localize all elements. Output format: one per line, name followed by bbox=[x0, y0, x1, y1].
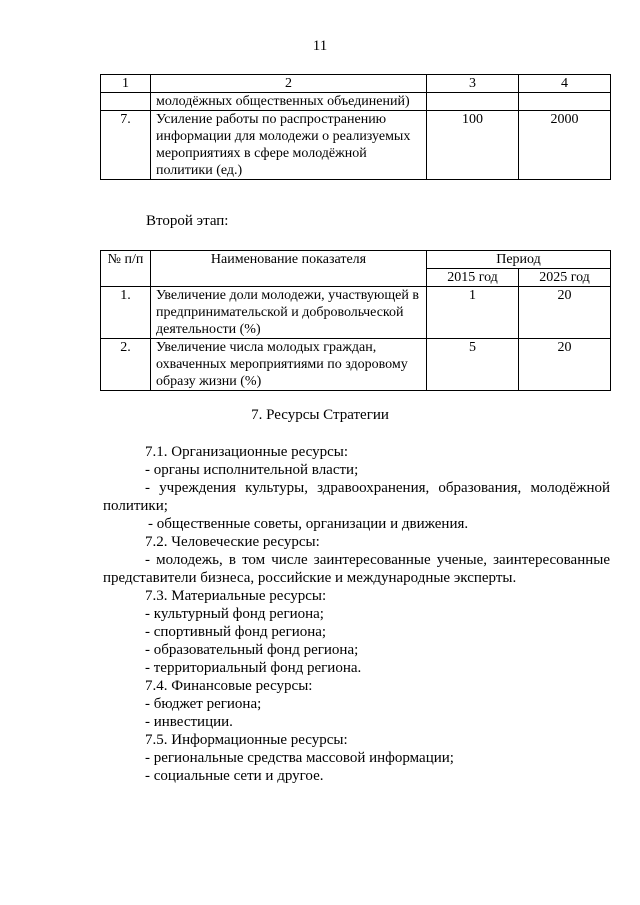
indicator-name: Усиление работы по распространению информации для молодежи о реализуемых мероприятиях в сфере молодёжной политики (ед.) bbox=[151, 111, 427, 180]
paragraph: - органы исполнительной власти; bbox=[145, 462, 359, 478]
indicators-table-continued bbox=[100, 74, 611, 180]
value-cell bbox=[519, 93, 611, 111]
header-name: Наименование показателя bbox=[151, 251, 427, 287]
header-cell: 3 bbox=[427, 75, 519, 93]
indicator-name: Увеличение доли молодежи, участвующей в предпринимательской и добровольческой деятельности (%) bbox=[151, 287, 427, 339]
paragraph: - бюджет региона; bbox=[145, 696, 262, 712]
paragraph: - спортивный фонд региона; bbox=[145, 624, 327, 640]
header-year: 2015 год bbox=[427, 269, 519, 287]
paragraph: 7.1. Организационные ресурсы: bbox=[145, 444, 349, 460]
header-number: № п/п bbox=[101, 251, 151, 287]
value-cell bbox=[427, 93, 519, 111]
header-year: 2025 год bbox=[519, 269, 611, 287]
paragraph: - общественные советы, организации и движения. bbox=[148, 516, 469, 532]
table-header-row bbox=[101, 75, 611, 93]
table-row bbox=[101, 111, 611, 180]
value-cell: 100 bbox=[427, 111, 519, 180]
header-cell: 2 bbox=[151, 75, 427, 93]
table-row bbox=[101, 287, 611, 339]
indicator-name: молодёжных общественных объединений) bbox=[151, 93, 427, 111]
value-cell: 1 bbox=[427, 287, 519, 339]
paragraph: - молодежь, в том числе заинтересованные ученые, заинтересованные представители бизнеса, российские и международные эксперты. bbox=[103, 552, 610, 586]
section-heading: 7. Ресурсы Стратегии bbox=[251, 407, 389, 423]
paragraph: - социальные сети и другое. bbox=[145, 768, 324, 784]
paragraph: - территориальный фонд региона. bbox=[145, 660, 362, 676]
table-row bbox=[101, 339, 611, 391]
value-cell: 20 bbox=[519, 339, 611, 391]
table-header-row bbox=[101, 251, 611, 269]
row-number: 1. bbox=[101, 287, 151, 339]
row-number: 2. bbox=[101, 339, 151, 391]
paragraph: 7.4. Финансовые ресурсы: bbox=[145, 678, 313, 694]
page-number: 11 bbox=[312, 38, 328, 54]
second-stage-table bbox=[100, 250, 611, 391]
paragraph: - учреждения культуры, здравоохранения, образования, молодёжной политики; bbox=[103, 480, 610, 514]
row-number: 7. bbox=[101, 111, 151, 180]
paragraph: 7.5. Информационные ресурсы: bbox=[145, 732, 348, 748]
resources-list bbox=[103, 443, 610, 785]
table-row bbox=[101, 93, 611, 111]
second-stage-label: Второй этап: bbox=[146, 213, 229, 229]
row-number bbox=[101, 93, 151, 111]
paragraph: 7.3. Материальные ресурсы: bbox=[145, 588, 327, 604]
paragraph: - образовательный фонд региона; bbox=[145, 642, 359, 658]
paragraph: - региональные средства массовой информации; bbox=[145, 750, 454, 766]
value-cell: 5 bbox=[427, 339, 519, 391]
header-cell: 1 bbox=[101, 75, 151, 93]
indicator-name: Увеличение числа молодых граждан, охваченных мероприятиями по здоровому образу жизни (%) bbox=[151, 339, 427, 391]
header-period: Период bbox=[427, 251, 611, 269]
paragraph: - инвестиции. bbox=[145, 714, 233, 730]
header-cell: 4 bbox=[519, 75, 611, 93]
paragraph: 7.2. Человеческие ресурсы: bbox=[145, 534, 320, 550]
value-cell: 20 bbox=[519, 287, 611, 339]
paragraph: - культурный фонд региона; bbox=[145, 606, 324, 622]
value-cell: 2000 bbox=[519, 111, 611, 180]
